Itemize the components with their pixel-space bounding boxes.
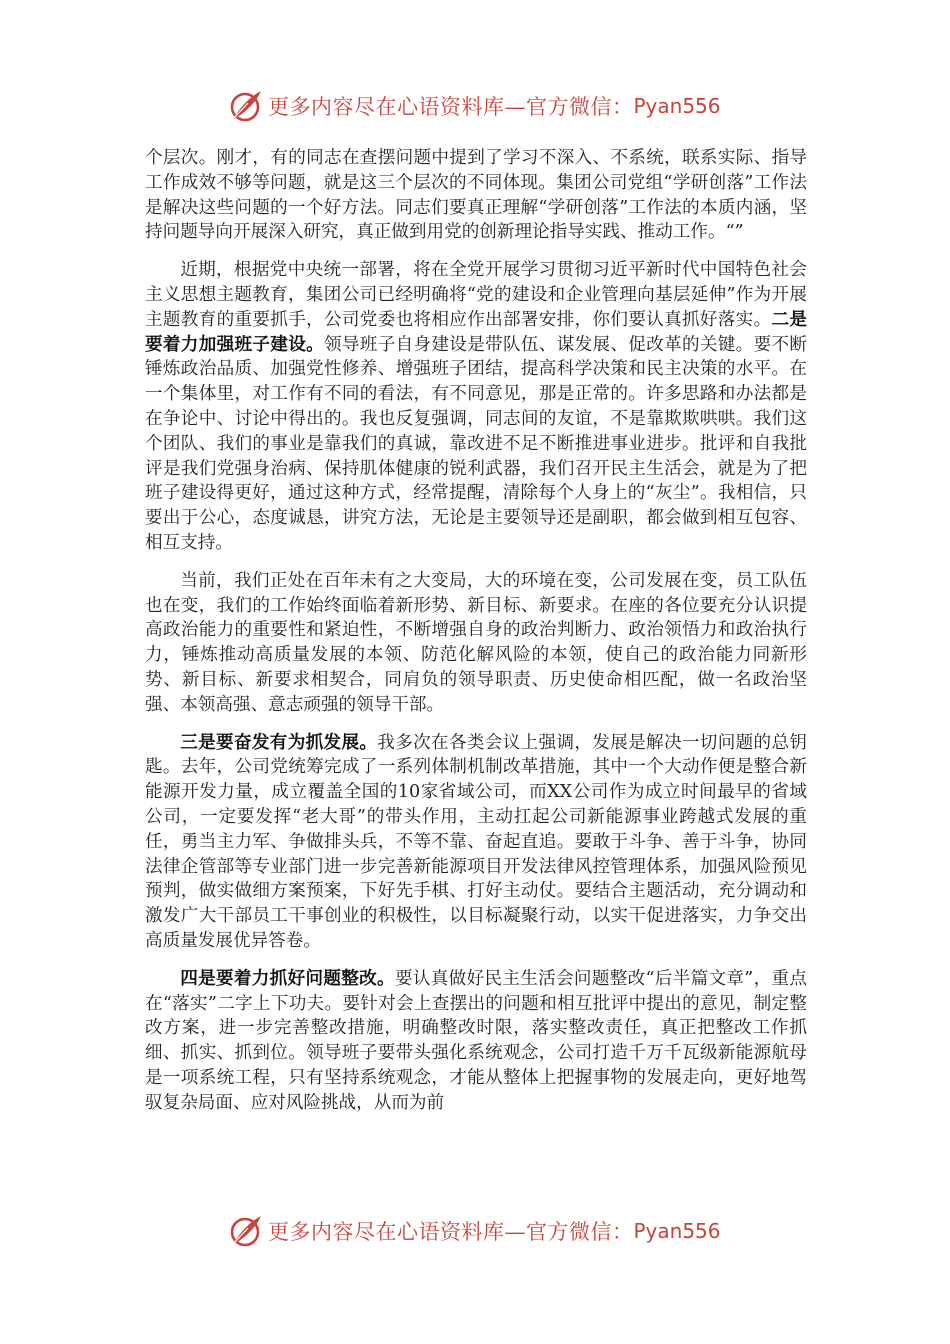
- quill-pen-logo-icon: [228, 88, 264, 124]
- paragraph-text: 个层次。刚才，有的同志在查摆问题中提到了学习不深入、不系统，联系实际、指导工作成效不够等问题，就是这三个层次的不同体现。集团公司党组“学研创落”工作法是解决这些问题的一个好方法。同志们要真正理解“学研创落”工作法的本质内涵，坚持问题导向开展深入研究，真正做到用党的创新理论指导实践、推动工作。“”: [145, 148, 807, 243]
- banner-text: 更多内容尽在心语资料库—官方微信：: [268, 95, 634, 119]
- banner-wechat-handle: Pyan556: [633, 1219, 721, 1243]
- paragraph-3: [145, 569, 807, 718]
- banner-text: 更多内容尽在心语资料库—官方微信：: [268, 1220, 634, 1244]
- paragraph-text: 我多次在各类会议上强调，发展是解决一切问题的总钥匙。去年，公司党统筹完成了一系列体制机制改革措施，其中一个大动作便是整合新能源开发力量，成立覆盖全国的10家省域公司，而XX公司作为成立时间最早的省域公司，一定要发挥“老大哥”的带头作用，主动扛起公司新能源事业跨越式发展的重任，勇当主力军、争做排头兵，不等不靠、奋起直追。要敢于斗争、善于斗争，协同法律企管部等专业部门进一步完善新能源项目开发法律风控管理体系，加强风险预见预判，做实做细方案预案，下好先手棋、打好主动仗。要结合主题活动，充分调动和激发广大干部员工干事创业的积极性，以目标凝聚行动，以实干促进落实，力争交出高质量发展优异答卷。: [145, 732, 807, 951]
- paragraph-text: 当前，我们正处在百年未有之大变局，大的环境在变，公司发展在变，员工队伍也在变，我们的工作始终面临着新形势、新目标、新要求。在座的各位要充分认识提高政治能力的重要性和紧迫性，不断增强自身的政治判断力、政治领悟力和政治执行力，锤炼推动高质量发展的本领、防范化解风险的本领，使自己的政治能力同新形势、新目标、新要求相契合，同肩负的领导职责、历史使命相匹配，做一名政治坚强、本领高强、意志顽强的领导干部。: [145, 570, 807, 715]
- section-heading-2: 二是要着力加强班子建设。: [145, 308, 807, 355]
- header-watermark-banner: [228, 86, 728, 126]
- banner-wechat-handle: Pyan556: [633, 94, 721, 118]
- paragraph-text: 要认真做好民主生活会问题整改“后半篇文章”，重点在“落实”二字上下功夫。要针对会上查摆出的问题和相互批评中提出的意见，制定整改方案，进一步完善整改措施，明确整改时限，落实整改责任，真正把整改工作抓细、抓实、抓到位。领导班子要带头强化系统观念，公司打造千万千瓦级新能源航母是一项系统工程，只有坚持系统观念，才能从整体上把握事物的发展走向，更好地驾驭复杂局面、应对风险挑战，从而为前: [145, 968, 807, 1113]
- section-heading-4: 四是要着力抓好问题整改。: [180, 967, 395, 989]
- quill-pen-logo-icon: [228, 1213, 264, 1249]
- section-heading-3: 三是要奋发有为抓发展。: [180, 731, 378, 753]
- paragraph-5: [145, 967, 807, 1116]
- paragraph-2: [145, 258, 807, 556]
- paragraph-text-before: 近期，根据党中央统一部署，将在全党开展学习贯彻习近平新时代中国特色社会主义思想主题教育，集团公司已经明确将“党的建设和企业管理向基层延伸”作为开展主题教育的重要抓手，公司党委也将相应作出部署安排，你们要认真抓好落实。: [145, 260, 807, 330]
- footer-watermark-banner: [228, 1211, 728, 1251]
- document-body: [145, 146, 807, 1115]
- paragraph-4: [145, 731, 807, 954]
- paragraph-text: 领导班子自身建设是带队伍、谋发展、促改革的关键。要不断锤炼政治品质、加强党性修养、增强班子团结，提高科学决策和民主决策的水平。在一个集体里，对工作有不同的看法，有不同意见，那是正常的。许多思路和办法都是在争论中、讨论中得出的。我也反复强调，同志间的友谊，不是靠欺欺哄哄。我们这个团队、我们的事业是靠我们的真诚，靠改进不足不断推进事业进步。批评和自我批评是我们党强身治病、保持肌体健康的锐利武器，我们召开民主生活会，就是为了把班子建设得更好，通过这种方式，经常提醒，清除每个人身上的“灰尘”。我相信，只要出于公心，态度诚恳，讲究方法，无论是主要领导还是副职，都会做到相互包容、相互支持。: [145, 334, 807, 553]
- paragraph-1: [145, 146, 807, 245]
